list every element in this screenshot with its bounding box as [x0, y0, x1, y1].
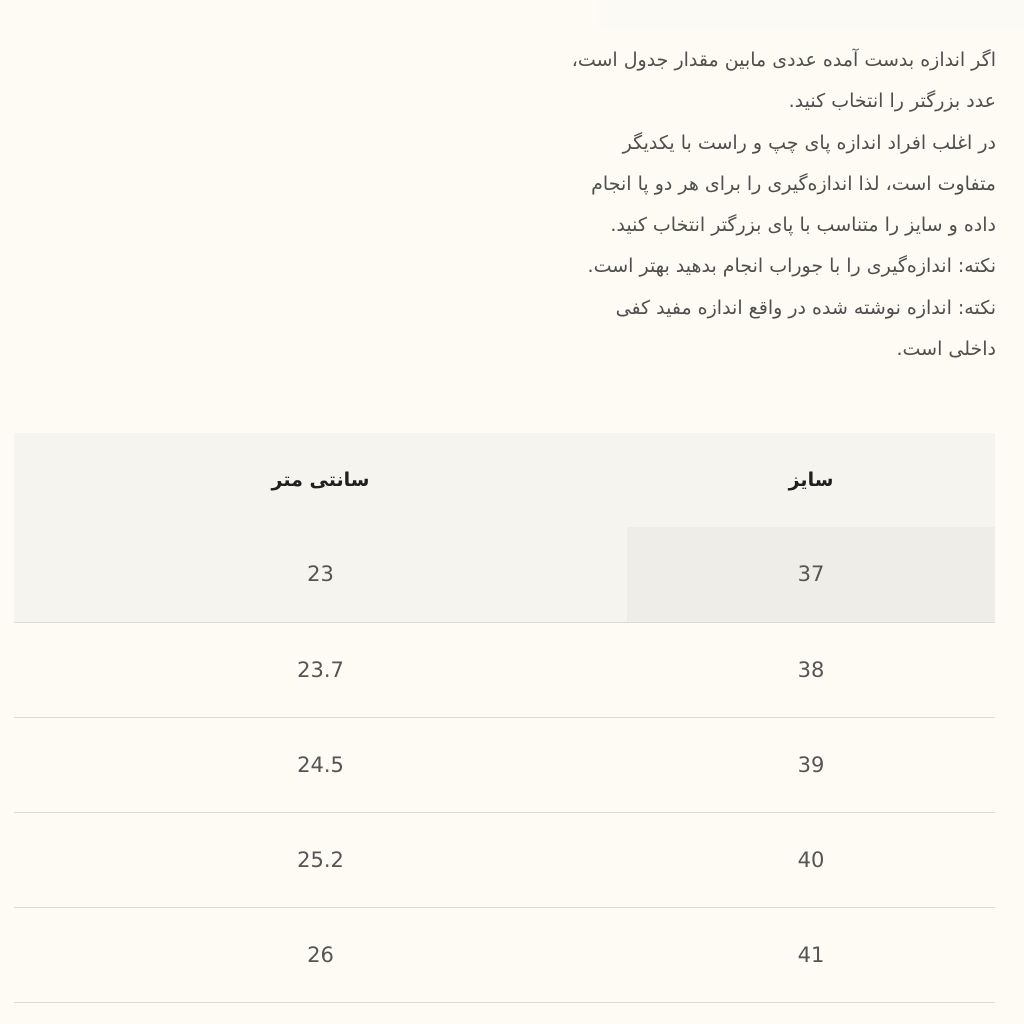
cm-cell: 23.7	[297, 657, 344, 682]
size-chart-table	[14, 433, 995, 1003]
note-line: در اغلب افراد اندازه پای چپ و راست با یکدیگر	[622, 131, 996, 154]
table-header-row	[14, 433, 995, 527]
cm-cell: 25.2	[297, 847, 344, 872]
note-line: داده و سایز را متناسب با پای بزرگتر انتخاب کنید.	[610, 214, 996, 237]
table-row	[14, 812, 995, 907]
size-cell: 39	[797, 752, 825, 777]
size-cell: 37	[627, 527, 995, 622]
note-line: داخلی است.	[896, 338, 996, 361]
cm-cell: 24.5	[297, 752, 344, 777]
size-cell: 38	[797, 657, 825, 682]
top-strip	[598, 0, 1024, 30]
cm-cell: 26	[307, 942, 334, 967]
note-line: اگر اندازه بدست آمده عددی مابین مقدار جدول است،	[571, 49, 996, 71]
table-row	[14, 622, 995, 717]
table-row	[14, 527, 995, 622]
header-centimeter: سانتی متر	[271, 469, 370, 491]
size-cell: 40	[797, 847, 825, 872]
header-size: سایز	[788, 469, 834, 491]
note-line: نکته: اندازه نوشته شده در واقع اندازه مفید کفی	[615, 296, 996, 319]
cm-cell: 23	[307, 562, 334, 587]
table-row	[14, 717, 995, 812]
size-guide-notes	[476, 40, 996, 370]
note-line: نکته: اندازه‌گیری را با جوراب انجام بدهید بهتر است.	[587, 255, 996, 278]
note-line: عدد بزرگتر را انتخاب کنید.	[788, 90, 996, 113]
table-row	[14, 907, 995, 1002]
size-cell: 41	[797, 942, 825, 967]
note-line: متفاوت است، لذا اندازه‌گیری را برای هر دو پا انجام	[591, 172, 996, 195]
